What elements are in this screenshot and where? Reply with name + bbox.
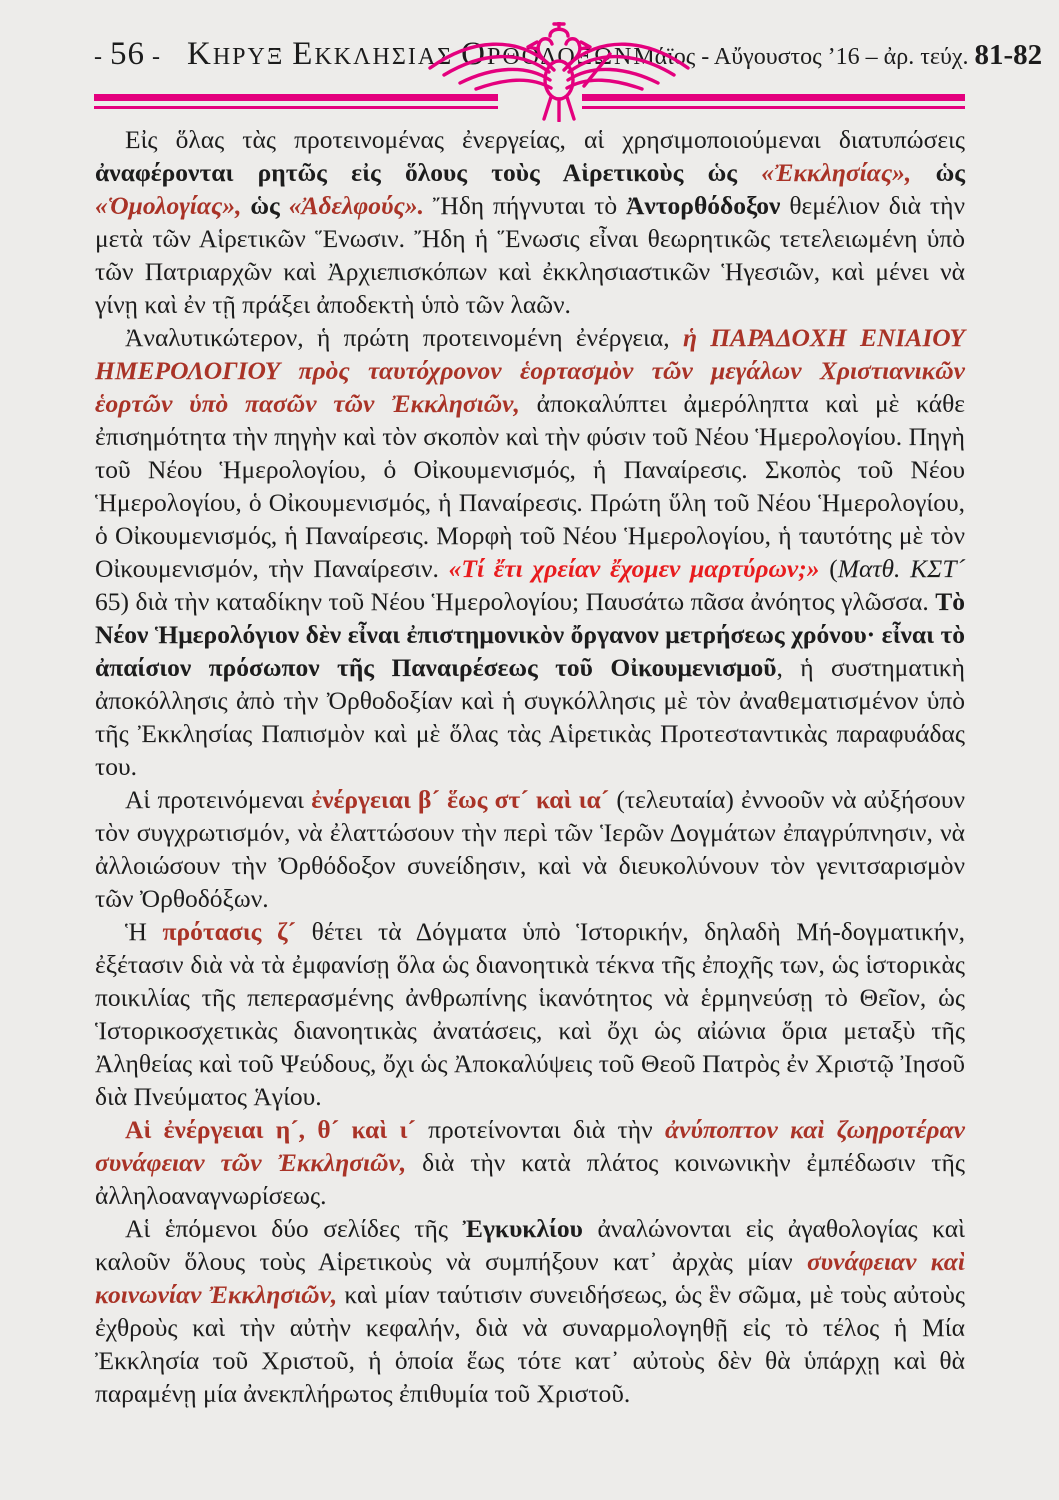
text-segment: ἀναλώνονται εἰς ἀγαθολογίας καὶ καλοῦν ὅλους τοὺς Αἱρετικοὺς νὰ συμπήξουν κατ᾽ ἀρχὰς μίαν [95, 1214, 965, 1276]
text-segment: Ἀντορθόδοξον [626, 191, 781, 220]
text-segment: θέτει τὰ Δόγματα ὑπὸ Ἱστορικήν, δηλαδὴ Μή-δογματικήν, ἐξέτασιν διὰ νὰ τὰ ἐμφανίσῃ ὅλα ὡς διανοητικὰ τέκνα τῆς ἐποχῆς των, ὡς ἱστορικὰς ποικιλίας τῆς πεπερασμένης ἀνθρωπίνης ἱκανότητος νὰ ἑρμηνεύσῃ τὸ Θεῖον, ὡς Ἱστορικοσχετικὰς διανοητικὰς ἀνατάσεις, καὶ ὄχι ὡς αἰώνια ὅρια μεταξὺ τῆς Ἀληθείας καὶ τοῦ Ψεύδους, ὄχι ὡς Ἀποκαλύψεις τοῦ Θεοῦ Πατρὸς ἐν Χριστῷ Ἰησοῦ διὰ Πνεύματος Ἁγίου. [95, 917, 966, 1111]
text-segment: ΚΚΛΗΣΙΑΣ [314, 44, 462, 70]
text-segment: συνάφειαν καὶ κοινωνίαν Ἐκκλησιῶν, [95, 1247, 966, 1309]
text-segment: Ἐγκυκλίου [462, 1214, 583, 1243]
text-segment: (τελευταία) ἐννοοῦν νὰ αὐξήσουν τὸν συγχρωτισμόν, νὰ ἐλαττώσουν τὴν περὶ τῶν Ἱερῶν Δογμάτων ἐπαγρύπνησιν, νὰ ἀλλοιώσουν τὴν Ὀρθόδοξον συνείδησιν, καὶ νὰ διευκολύνουν τὸν γενιτσαρισμὸν τῶν Ὀρθοδόξων. [95, 785, 965, 913]
text-segment: Αἱ ἐνέργειαι η´, θ´ καὶ ι´ [125, 1115, 416, 1144]
paragraph-1 [95, 123, 965, 321]
paragraph-6 [95, 1212, 965, 1410]
text-segment: Κ [187, 36, 213, 72]
text-segment: ὡς [241, 191, 289, 220]
text-segment: ( [819, 554, 838, 583]
text-segment: ἀποκαλύπτει ἀμερόληπτα καὶ μὲ κάθε ἐπισημότητα τὴν πηγὴν καὶ τὸν σκοπὸν καὶ τὴν φύσιν τοῦ Νέου Ἡμερολογίου. Πηγὴ τοῦ Νέου Ἡμερολογίου, ὁ Οἰκουμενισμός, ἡ Παναίρεσις. Σκοπὸς τοῦ Νέου Ἡμερολογίου, ὁ Οἰκουμενισμός, ἡ Παναίρεσις. Πρώτη ὕλη τοῦ Νέου Ἡμερολογίου, ὁ Οἰκουμενισμός, ἡ Παναίρεσις. Μορφὴ τοῦ Νέου Ἡμερολογίου, ἡ ταυτότης μὲ τὸν Οἰκουμενισμόν, τὴν Παναίρεσιν. [95, 389, 966, 583]
text-segment: ἡ ΠΑΡΑΔΟΧΗ ΕΝΙΑΙΟΥ ΗΜΕΡΟΛΟΓΙΟΥ πρὸς ταυτόχρονον ἑορτασμὸν τῶν μεγάλων Χριστιανικῶν ἑορτῶν ὑπὸ πασῶν τῶν Ἐκκλησιῶν, [95, 323, 965, 418]
paragraph-2 [95, 321, 965, 783]
issue-info [633, 39, 1042, 72]
text-segment: Αἱ ἑπόμενοι δύο σελίδες τῆς [125, 1214, 463, 1243]
text-segment: πρότασις ζ´ [162, 917, 297, 946]
text-segment: Ἤδη πήγνυται τὸ [423, 191, 626, 220]
text-segment: Ο [461, 36, 487, 72]
text-segment: Αἱ προτεινόμεναι [125, 785, 312, 814]
text-segment: ἀναφέρονται ρητῶς εἰς ὅλους τοὺς Αἱρετικοὺς ὡς [95, 158, 762, 187]
text-segment: θεμέλιον διὰ τὴν μετὰ τῶν Αἱρετικῶν Ἕνωσιν. Ἤδη ἡ Ἕνωσις εἶναι θεωρητικῶς τετελειωμένη ὑπὸ τῶν Πατριαρχῶν καὶ Ἀρχιεπισκόπων καὶ ἐκκλησιαστικῶν Ἡγεσιῶν, καὶ μένει νὰ γίνῃ καὶ ἐν τῇ πράξει ἀποδεκτὴ ὑπὸ τῶν λαῶν. [95, 191, 966, 319]
text-segment: ΡΘΟΔΟΞΩΝ [486, 44, 634, 70]
text-segment: «Ἐκκλησίας», [761, 158, 912, 187]
text-segment: - [145, 44, 161, 70]
text-segment: ΗΡΥΞ [212, 44, 293, 70]
text-segment: Μάϊος - Αὔγουστος ’16 – ἀρ. τεύχ. [633, 44, 975, 70]
text-segment: Τὸ Νέον Ἡμερολόγιον δὲν εἶναι ἐπιστημονικὸν ὄργανον μετρήσεως χρόνου· εἶναι τὸ ἀπαίσιον πρόσωπον τῆς Παναιρέσεως τοῦ Οἰκουμενισμοῦ [95, 587, 965, 682]
paragraph-4 [95, 915, 965, 1113]
text-segment: διὰ τὴν κατὰ πλάτος κοινωνικὴν ἐμπέδωσιν τῆς ἀλληλοαναγνωρίσεως. [95, 1148, 965, 1210]
text-segment: Ἀναλυτικώτερον, ἡ πρώτη προτεινομένη ἐνέργεια, [125, 323, 683, 352]
text-segment: ἀνύποπτον καὶ ζωηροτέραν συνάφειαν τῶν Ἐκκλησιῶν, [95, 1115, 965, 1177]
text-segment: «Ἀδελφούς». [288, 191, 424, 220]
article-body [0, 109, 1059, 1410]
double-headed-eagle-icon [424, 22, 694, 118]
text-segment: «Ὁμολογίας», [95, 191, 242, 220]
text-segment: 65) διὰ τὴν καταδίκην τοῦ Νέου Ἡμερολογίου; Παυσάτω πᾶσα ἀνόητος γλῶσσα. [95, 587, 936, 616]
text-segment: Εἰς ὅλας τὰς προτεινομένας ἐνεργείας, αἱ χρησιμοποιούμεναι διατυπώσεις [125, 125, 965, 154]
text-segment: ὡς [911, 158, 965, 187]
page-number [94, 36, 161, 73]
text-segment: Ε [292, 36, 315, 72]
text-segment: Ἡ [125, 917, 163, 946]
text-segment: καὶ μίαν ταύτισιν συνειδήσεως, ὡς ἓν σῶμα, μὲ τοὺς αὐτοὺς ἐχθροὺς καὶ τὴν αὐτὴν κεφαλήν, διὰ νὰ συναρμολογηθῇ εἰς τὸ τέλος ἡ Μία Ἐκκλησία τοῦ Χριστοῦ, ἡ ὁποία ἕως τότε κατ᾽ αὐτοὺς δὲν θὰ ὑπάρχῃ καὶ θὰ παραμένῃ μία ἀνεκπλήρωτος ἐπιθυμία τοῦ Χριστοῦ. [95, 1280, 965, 1408]
text-segment: Ματθ. ΚΣΤ´ [837, 554, 965, 583]
text-segment: «Τί ἔτι χρείαν ἔχομεν μαρτύρων;» [448, 554, 820, 583]
paragraph-5 [95, 1113, 965, 1212]
paragraph-3 [95, 783, 965, 915]
text-segment: 56 [110, 36, 145, 72]
text-segment: ἐνέργειαι β´ ἕως στ´ καὶ ια´ [311, 785, 610, 814]
text-segment: 81-82 [974, 39, 1043, 71]
text-segment: - [94, 44, 110, 70]
text-segment: , ἡ συστηματικὴ ἀποκόλλησις ἀπὸ τὴν Ὀρθοδοξίαν καὶ ἡ συγκόλλησις μὲ τὸν ἀναθεματισμένον ὑπὸ τῆς Ἐκκλησίας Παπισμὸν καὶ μὲ ὅλας τὰς Αἱρετικὰς Προτεσταντικὰς παραφυάδας του. [95, 653, 965, 781]
text-segment: προτείνονται διὰ τὴν [415, 1115, 666, 1144]
